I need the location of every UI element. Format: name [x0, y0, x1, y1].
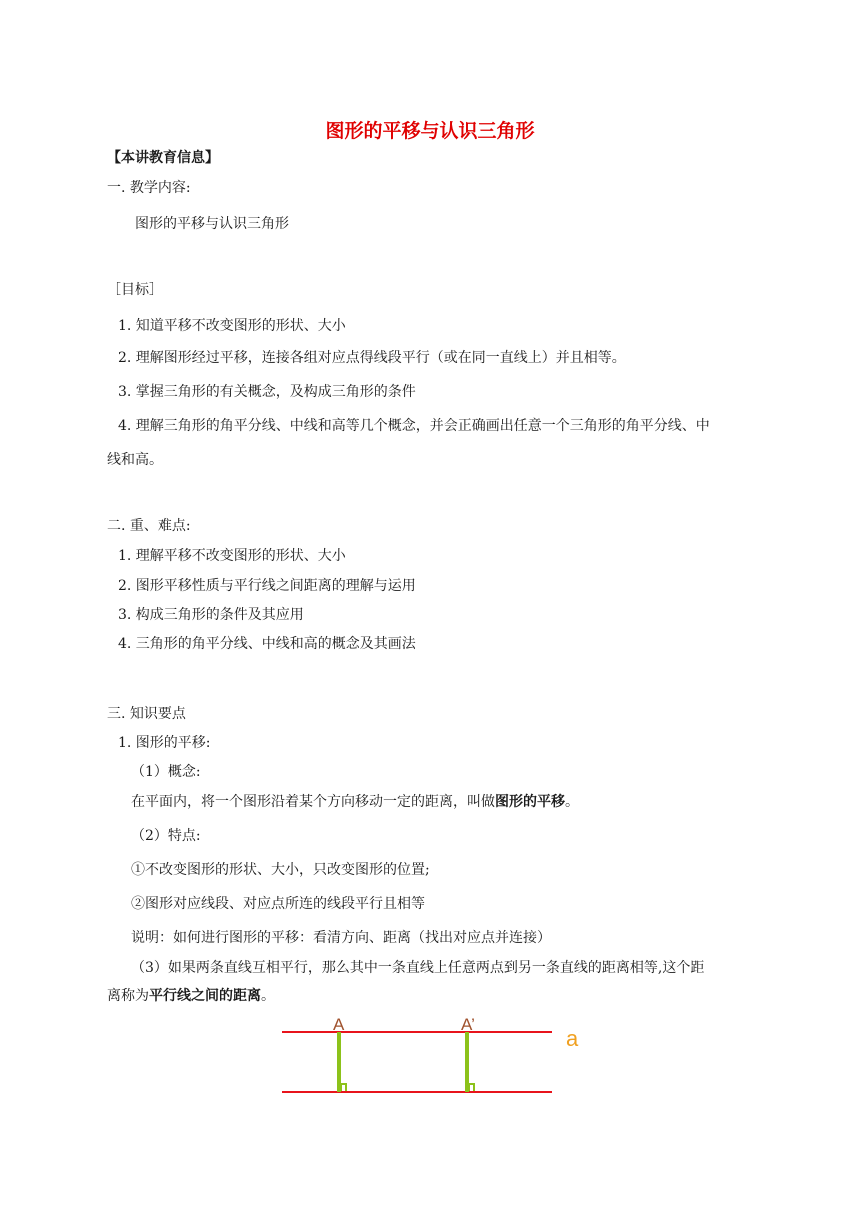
page-title: 图形的平移与认识三角形: [325, 120, 535, 142]
feature-2: ②图形对应线段、对应点所连的线段平行且相等: [131, 896, 425, 912]
concept-text: [131, 792, 579, 812]
info-header: 【本讲教育信息】: [107, 150, 219, 166]
right-angle-mark-a-prime: [469, 1084, 474, 1091]
concept-label: （1）概念:: [131, 764, 201, 780]
point-label-a-prime: A’: [461, 1015, 475, 1034]
section3-heading: 三. 知识要点: [107, 706, 186, 722]
goals-label: ［目标］: [107, 282, 163, 298]
translation-subheading: 1. 图形的平移:: [118, 735, 211, 751]
point-label-a: A: [333, 1015, 345, 1034]
key-point-4: 4. 三角形的角平分线、中线和高的概念及其画法: [118, 636, 416, 652]
parallel-distance-text: （3）如果两条直线互相平行，那么其中一条直线上任意两点到另一条直线的距离相等,这个距: [131, 960, 705, 976]
translation-note: 说明：如何进行图形的平移：看清方向、距离（找出对应点并连接）: [131, 930, 551, 946]
parallel-distance-pre: 离称为: [107, 988, 149, 1004]
goal-item-3: 3. 掌握三角形的有关概念，及构成三角形的条件: [118, 384, 416, 400]
key-point-1: 1. 理解平移不改变图形的形状、大小: [118, 548, 346, 564]
goal-item-4-cont: 线和高。: [107, 452, 163, 468]
feature-1: ①不改变图形的形状、大小，只改变图形的位置;: [131, 862, 430, 878]
concept-term: 图形的平移: [495, 794, 565, 810]
key-point-3: 3. 构成三角形的条件及其应用: [118, 607, 304, 623]
concept-text-post: 。: [565, 794, 579, 810]
parallel-lines-figure: [270, 1008, 600, 1108]
section2-heading: 二. 重、难点:: [107, 518, 191, 534]
right-angle-mark-a: [341, 1084, 346, 1091]
line-label-a: a: [566, 1026, 579, 1051]
feature-label: （2）特点:: [131, 828, 201, 844]
goal-item-1: 1. 知道平移不改变图形的形状、大小: [118, 318, 346, 334]
section1-heading: 一. 教学内容:: [107, 180, 191, 196]
goal-item-2: 2. 理解图形经过平移，连接各组对应点得线段平行（或在同一直线上）并且相等。: [118, 350, 626, 366]
parallel-distance-text-cont: [107, 986, 275, 1006]
key-point-2: 2. 图形平移性质与平行线之间距离的理解与运用: [118, 578, 416, 594]
parallel-distance-post: 。: [261, 988, 275, 1004]
section1-content: 图形的平移与认识三角形: [135, 216, 289, 232]
goal-item-4: 4. 理解三角形的角平分线、中线和高等几个概念，并会正确画出任意一个三角形的角平分线、中: [118, 418, 710, 434]
parallel-distance-term: 平行线之间的距离: [149, 988, 261, 1004]
concept-text-pre: 在平面内，将一个图形沿着某个方向移动一定的距离，叫做: [131, 794, 495, 810]
